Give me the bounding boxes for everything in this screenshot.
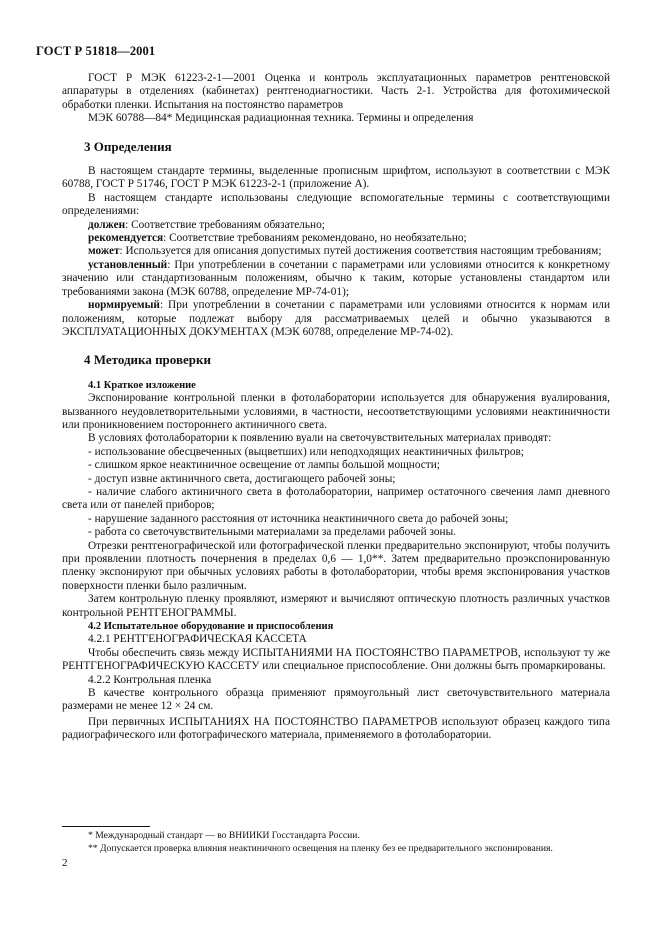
definition-term: установленный [88,258,168,271]
definition-text: : Соответствие требованиям рекомендовано, но необязательно; [163,232,467,245]
list-item: - доступ извне актиничного света, достигающего рабочей зоны; [88,472,396,485]
paragraph: В настоящем стандарте термины, выделенные прописным шрифтом, используют в соответствии с МЭК 60788, ГОСТ Р 51746, ГОСТ Р МЭК 61223-2-1 (приложение А). [62,165,610,191]
reference-entry: ГОСТ Р МЭК 61223-2-1—2001 Оценка и контроль эксплуатационных параметров рентгеновской аппаратуры в отделениях (кабинетах) рентгенодиагностики. Часть 2-1. Устройства для фотохимической обработки пленки. Испытания на постоянство параметров [62,72,610,111]
footnotes [62,830,610,855]
subsection-heading: 4.1 Краткое изложение [88,379,196,391]
definition [62,232,610,245]
subsection-heading: 4.2 Испытательное оборудование и приспособления [88,621,334,633]
document-header: ГОСТ Р 51818—2001 [36,44,156,58]
footnote-divider [62,826,150,827]
paragraph: В качестве контрольного образца применяют прямоугольный лист светочувствительного материала размерами не менее 12 × 24 см. [62,687,610,713]
definition [62,245,610,258]
definition-text: : Используется для описания допустимых путей достижения соответствия настоящим требованиям; [119,245,602,258]
list-item: - слишком яркое неактиничное освещение от лампы большой мощности; [88,459,440,472]
definition-text: : Соответствие требованиям обязательно; [125,218,325,231]
reference-entry: МЭК 60788—84* Медицинская радиационная техника. Термины и определения [88,112,474,125]
subsection-heading: 4.2.2 Контрольная пленка [88,673,212,686]
footnote: * Международный стандарт — во ВНИИКИ Госстандарта России. [88,830,360,841]
paragraph: В условиях фотолаборатории к появлению вуали на светочувствительных материалах приводят: [88,432,552,445]
paragraph: В настоящем стандарте использованы следующие вспомогательные термины с соответствующими определениями: [62,191,610,218]
list-item: - использование обесцвеченных (выцветших) или неподходящих неактиничных фильтров; [88,445,524,458]
list-item: - нарушение заданного расстояния от источника неактиничного света до рабочей зоны; [88,512,509,525]
definition [62,259,610,299]
paragraph: Чтобы обеспечить связь между ИСПЫТАНИЯМИ НА ПОСТОЯНСТВО ПАРАМЕТРОВ, используют ту же РЕНТГЕНОГРАФИЧЕСКУЮ КАССЕТУ или специальное приспособление. Они должны быть промаркированы. [62,646,610,673]
definition-term: рекомендуется [88,232,164,245]
list-item: - наличие слабого актиничного света в фотолаборатории, например остаточного свечения ламп дневного света или от панелей приборов; [62,485,610,512]
definition-term: нормируемый [88,299,160,312]
page-number: 2 [62,857,68,869]
paragraph: Отрезки рентгенографической или фотографической пленки предварительно экспонируют, чтобы получить при проявлении плотность почернения в пределах 0,6 — 1,0**. Затем предварительно проэкспонированную пленку экспонируют при обычных условиях работы в фотолаборатории, чтобы время экспонирования участков поверхности пленки было различным. [62,539,610,592]
subsection-heading: 4.2.1 РЕНТГЕНОГРАФИЧЕСКАЯ КАССЕТА [88,633,307,646]
paragraph: При первичных ИСПЫТАНИЯХ НА ПОСТОЯНСТВО ПАРАМЕТРОВ используют образец каждого типа радиографического или фотографического материала, применяемого в фотолаборатории. [62,715,610,742]
section-heading: 4 Методика проверки [84,352,211,368]
footnote: ** Допускается проверка влияния неактиничного освещения на пленку без ее предварительного экспонирования. [88,842,553,854]
definition [62,299,610,339]
section-heading: 3 Определения [84,138,172,154]
list-item: - работа со светочувствительными материалами за пределами рабочей зоны. [88,526,457,539]
paragraph: Затем контрольную пленку проявляют, измеряют и вычисляют оптическую плотность различных участков контрольной РЕНТГЕНОГРАММЫ. [62,593,610,619]
definition-text: : При употреблении в сочетании с параметрами или условиями относится к конкретному значению или стандартизованным положениям, обычно к таким, которые установлены стандартом или требованиями закона (МЭК 60788, определение MP-74-01); [62,258,610,298]
paragraph: Экспонирование контрольной пленки в фотолаборатории используется для обнаружения вуалирования, вызванного неудовлетворительными условиями, в частности, несоответствующими условиями неактиничности или проникновением постороннего актиничного света. [62,392,610,431]
definition [62,219,610,232]
definition-text: : При употреблении в сочетании с параметрами или условиями относится к нормам или положениям, которые подлежат выбору для рассматриваемых целей и обычно указываются в ЭКСПЛУАТАЦИОННЫХ ДОКУМЕНТАХ (МЭК 60788, определение MP-74-02). [62,299,610,338]
definition-term: может [88,245,120,258]
definition-term: должен [88,218,126,231]
document-body [62,72,610,743]
